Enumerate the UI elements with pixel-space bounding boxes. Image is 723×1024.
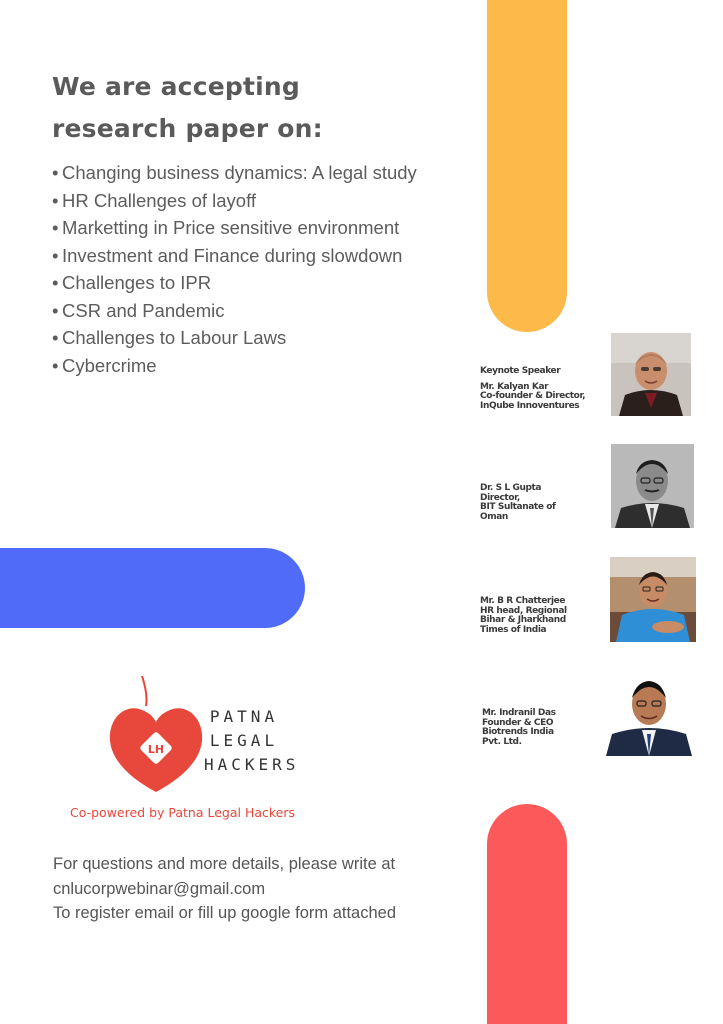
- speaker-role: Co-founder & Director,: [480, 391, 586, 401]
- topic-item: • Challenges to IPR: [52, 272, 212, 293]
- speaker-br-chatterjee: [480, 597, 567, 635]
- speaker-kalyan-kar: [480, 367, 585, 411]
- speaker-photo: [611, 444, 694, 528]
- topic-item: • Investment and Finance during slowdown: [52, 244, 403, 266]
- keynote-label: Keynote Speaker: [480, 366, 561, 376]
- copowered-text: Co-powered by Patna Legal Hackers: [70, 805, 296, 820]
- speaker-role: Director,: [480, 492, 520, 503]
- contact-line: For questions and more details, please write at: [53, 855, 396, 873]
- speaker-role: HR head, Regional: [480, 605, 567, 616]
- blue-decor-shape: [0, 548, 305, 628]
- topic-list: [52, 159, 472, 379]
- speaker-role: Founder & CEO: [482, 717, 554, 728]
- speaker-name: Mr. Kalyan Kar: [480, 381, 549, 392]
- speaker-org: Pvt. Ltd.: [482, 736, 522, 747]
- svg-text:LH: LH: [147, 743, 165, 756]
- speaker-name: Dr. S L Gupta: [480, 483, 542, 493]
- topic-item: • Cybercrime: [52, 354, 157, 376]
- topic-item: • HR Challenges of layoff: [52, 189, 257, 211]
- topic-item: • CSR and Pandemic: [52, 299, 225, 321]
- yellow-decor-shape: [487, 0, 567, 332]
- speaker-org: Biotrends India: [482, 727, 554, 737]
- speaker-indranil-das: [482, 709, 556, 747]
- speaker-name: Mr. B R Chatterjee: [480, 596, 566, 606]
- contact-email: cnlucorpwebinar@gmail.com: [53, 879, 266, 898]
- contact-info: [53, 852, 473, 926]
- page-heading: We are accepting research paper on:: [52, 72, 323, 143]
- speaker-photo: [610, 557, 696, 642]
- red-decor-shape: [487, 804, 567, 1024]
- speaker-photo: [604, 668, 694, 756]
- speaker-role: Bihar & Jharkhand: [480, 615, 566, 625]
- speaker-org: BIT Sultanate of: [480, 502, 556, 512]
- register-line: To register email or fill up google form attached: [53, 904, 397, 922]
- topic-item: • Marketting in Price sensitive environment: [52, 217, 400, 238]
- topic-item: • Challenges to Labour Laws: [52, 327, 287, 348]
- speaker-org: Oman: [480, 511, 508, 522]
- speaker-photo: [611, 333, 691, 416]
- speaker-org: Times of India: [480, 624, 547, 635]
- topic-item: • Changing business dynamics: A legal study: [52, 162, 417, 183]
- logo-wordmark: PATNA LEGAL HACKERS: [204, 707, 300, 774]
- speaker-sl-gupta: [480, 484, 556, 522]
- leaf-logo-icon: [106, 676, 206, 796]
- speaker-org: InQube Innoventures: [480, 400, 580, 411]
- speaker-name: Mr. Indranil Das: [482, 708, 556, 718]
